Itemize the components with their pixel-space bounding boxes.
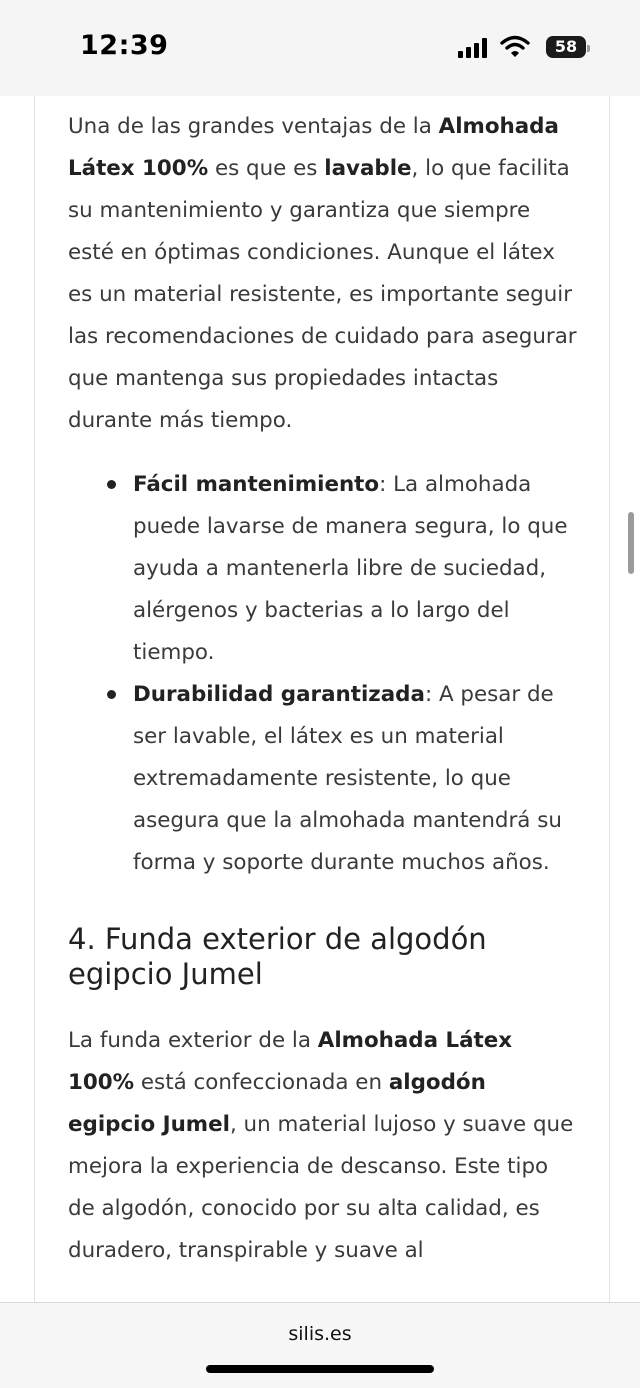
url-bar[interactable]: silis.es (288, 1323, 352, 1345)
battery-level: 58 (554, 37, 578, 56)
article-body (68, 106, 578, 1272)
browser-bottom-bar (0, 1302, 640, 1388)
section-paragraph: La funda exterior de la Almohada Látex 100% está confeccionada en algodón egipcio Jumel, un material lujoso y suave que mejora la experiencia de descanso. Este tipo de algodón, conocido por su alta calidad, es duradero, transpirable y suave al (68, 1028, 574, 1263)
list-item: Fácil mantenimiento: La almohada puede lavarse de manera segura, lo que ayuda a mantenerla libre de suciedad, alérgenos y bacterias a lo largo del tiempo. (133, 464, 578, 674)
bullet-dot (107, 690, 116, 699)
status-time: 12:39 (80, 30, 169, 61)
section-heading: 4. Funda exterior de algodón egipcio Jumel (68, 922, 487, 991)
signal-icon (458, 38, 490, 58)
bullet-dot (107, 480, 116, 489)
battery-tip (587, 45, 590, 52)
scrollbar[interactable] (628, 512, 634, 574)
features-list (68, 464, 578, 884)
status-bar (0, 0, 640, 96)
battery-icon (546, 36, 586, 58)
home-indicator[interactable] (206, 1365, 434, 1373)
wifi-icon (500, 35, 530, 59)
list-item: Durabilidad garantizada: A pesar de ser lavable, el látex es un material extremadamente resistente, lo que asegura que la almohada mantendrá su forma y soporte durante muchos años. (133, 674, 578, 884)
intro-paragraph: Una de las grandes ventajas de la Almohada Látex 100% es que es lavable, lo que facilita su mantenimiento y garantiza que siempre esté en óptimas condiciones. Aunque el látex es un material resistente, es importante seguir las recomendaciones de cuidado para asegurar que mantenga sus propiedades intactas durante más tiempo. (68, 114, 577, 433)
article-content (34, 96, 610, 1306)
